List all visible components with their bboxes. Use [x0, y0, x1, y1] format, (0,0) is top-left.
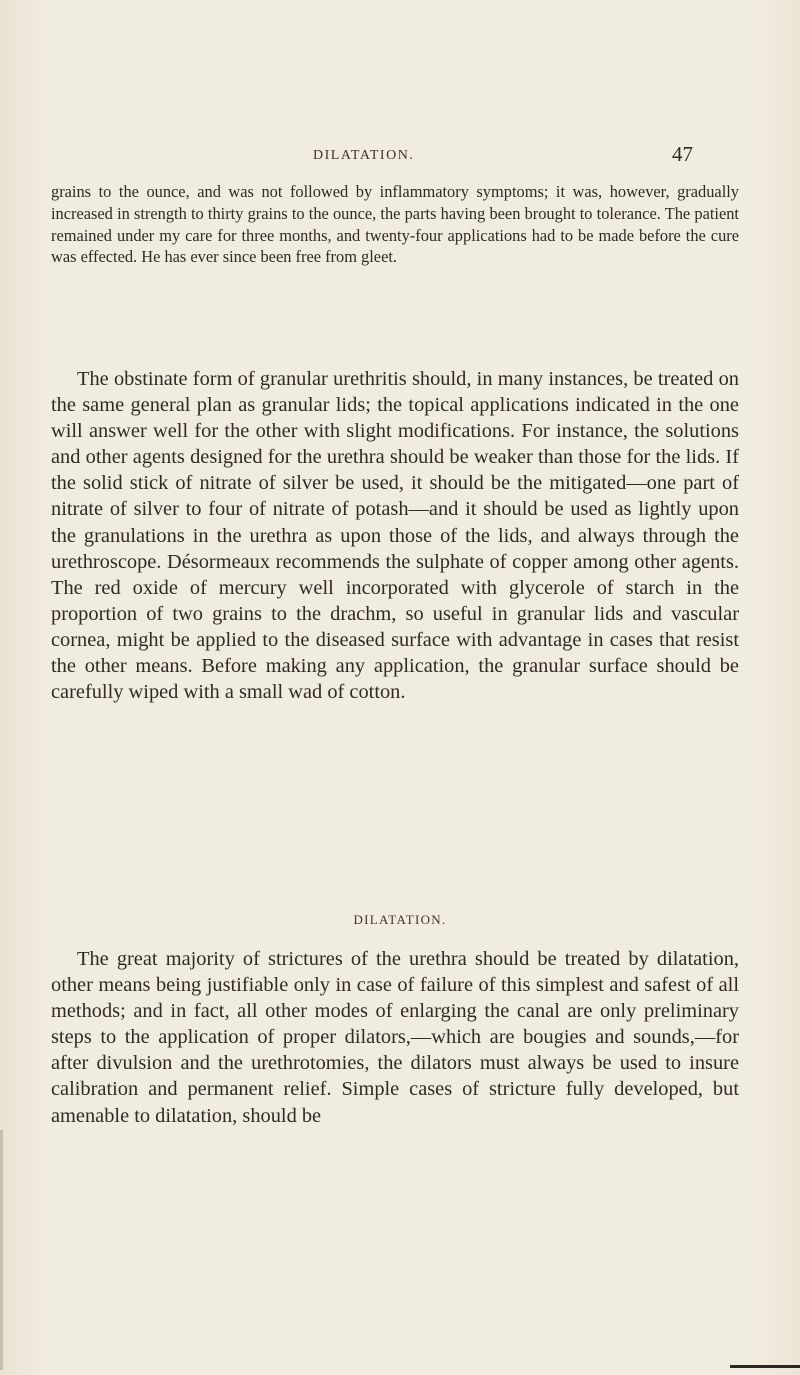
continuation-paragraph: [51, 181, 739, 268]
section-heading: DILATATION.: [353, 912, 447, 927]
page-number: 47: [672, 142, 693, 166]
continuation-text: grains to the ounce, and was not followed by inflammatory symptoms; it was, however, gradually increased in strength to thirty grains to the ounce, the parts having been brought to tolerance. The patient remained under my care for three months, and twenty-four applications had to be made before the cure was effected. He has ever since been free from gleet.: [51, 182, 739, 267]
dilatation-paragraph: [51, 946, 739, 1129]
running-head: [0, 142, 800, 172]
page-spine-shadow: [0, 1130, 3, 1370]
running-title: DILATATION.: [313, 148, 415, 163]
page-bottom-edge: [730, 1365, 800, 1368]
granular-urethritis-text: The obstinate form of granular urethritis should, in many instances, be treated on the same general plan as granular lids; the topical applications indicated in the one will answer well for the other with slight modifications. For instance, the solutions and other agents designed for the urethra should be weaker than those for the lids. If the solid stick of nitrate of silver be used, it should be the mitigated—one part of nitrate of silver to four of nitrate of potash—and it should be used as lightly upon the granulations in the urethra as upon those of the lids, and always through the urethroscope. Désormeaux recommends the sulphate of copper among other agents. The red oxide of mercury well incorporated with glycerole of starch in the proportion of two grains to the drachm, so useful in granular lids and vascular cornea, might be applied to the diseased surface with advantage in cases that resist the other means. Before making any application, the granular surface should be carefully wiped with a small wad of cotton.: [51, 368, 739, 704]
dilatation-text: The great majority of strictures of the urethra should be treated by dilatation, other means being justifiable only in case of failure of this simplest and safest of all methods; and in fact, all other modes of enlarging the canal are only preliminary steps to the application of proper dilators,—which are bougies and sounds,—for after divulsion and the urethrotomies, the dilators must always be used to insure calibration and permanent relief. Simple cases of stricture fully developed, but amenable to dilatation, should be: [51, 948, 739, 1127]
granular-urethritis-paragraph: [51, 366, 739, 705]
